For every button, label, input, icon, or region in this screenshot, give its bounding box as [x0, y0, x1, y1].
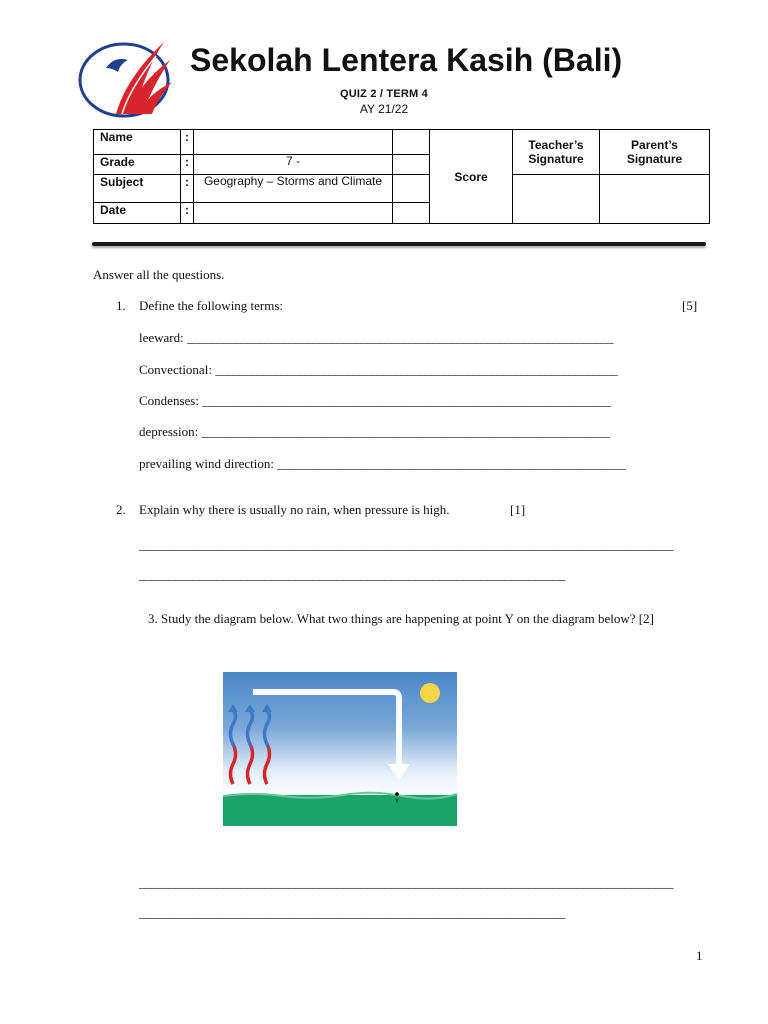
q2-answer-line-2[interactable]: _______________________________________________________________________	[139, 567, 565, 582]
term-label: depression:	[139, 424, 199, 439]
answer-line[interactable]: _______________________________________________________________________	[187, 330, 614, 345]
colon: :	[181, 203, 194, 224]
date-field[interactable]	[194, 203, 393, 224]
term-label: leeward:	[139, 330, 184, 345]
page-number: 1	[696, 948, 703, 963]
answer-line[interactable]: __________________________________________________________	[277, 456, 626, 471]
score-header: Score	[430, 130, 513, 224]
term-label: Convectional:	[139, 362, 212, 377]
q3-answer-line-2[interactable]: _______________________________________________________________________	[139, 905, 565, 920]
instructions: Answer all the questions.	[93, 267, 225, 282]
teacher-signature-box[interactable]	[513, 175, 600, 224]
q2-text: Explain why there is usually no rain, when pressure is high.	[139, 502, 450, 517]
q2-number: 2.	[116, 502, 126, 517]
q2-answer-line-1[interactable]: _________________________________________________________________________________________	[139, 537, 673, 552]
student-info-table	[93, 129, 710, 224]
name-label: Name	[94, 130, 181, 155]
q1-term-depression	[139, 424, 609, 440]
term-label: Condenses:	[139, 393, 199, 408]
q1-term-convectional	[139, 362, 617, 378]
answer-line[interactable]: ____________________________________________________________________	[201, 424, 610, 439]
parent-signature-box[interactable]	[600, 175, 710, 224]
date-label: Date	[94, 203, 181, 224]
quiz-title: QUIZ 2 / TERM 4	[340, 88, 428, 100]
point-y-label: Y	[395, 799, 400, 805]
q1-marks: [5]	[682, 298, 698, 313]
subject-label: Subject	[94, 175, 181, 203]
q3-answer-line-1[interactable]: _________________________________________________________________________________________	[139, 875, 673, 890]
q1-term-leeward	[139, 330, 613, 346]
q1-term-prevailing-wind	[139, 456, 625, 472]
q1-number: 1.	[116, 298, 126, 313]
answer-line[interactable]: ___________________________________________________________________	[215, 362, 618, 377]
pressure-diagram	[223, 672, 457, 826]
point-y-marker	[395, 792, 399, 796]
grade-label: Grade	[94, 155, 181, 175]
colon: :	[181, 175, 194, 203]
teacher-signature-header: Teacher’s Signature	[513, 130, 600, 175]
q2-marks: [1]	[510, 502, 526, 517]
subject-field[interactable]: Geography – Storms and Climate	[194, 175, 393, 203]
colon: :	[181, 155, 194, 175]
colon: :	[181, 130, 194, 155]
q1-term-condenses	[139, 393, 610, 409]
answer-line[interactable]: ____________________________________________________________________	[202, 393, 611, 408]
school-name: Sekolah Lentera Kasih (Bali)	[190, 42, 623, 78]
header-divider	[92, 242, 706, 246]
term-label: prevailing wind direction:	[139, 456, 275, 471]
grade-field[interactable]: 7 -	[194, 155, 393, 175]
q3-text: 3. Study the diagram below. What two things are happening at point Y on the diagram below? [2]	[148, 611, 654, 626]
name-field[interactable]	[194, 130, 393, 155]
ground	[223, 795, 457, 826]
sun-icon	[420, 683, 440, 703]
q1-text: Define the following terms:	[139, 298, 284, 313]
academic-year: AY 21/22	[359, 102, 409, 116]
parent-signature-header: Parent’s Signature	[600, 130, 710, 175]
